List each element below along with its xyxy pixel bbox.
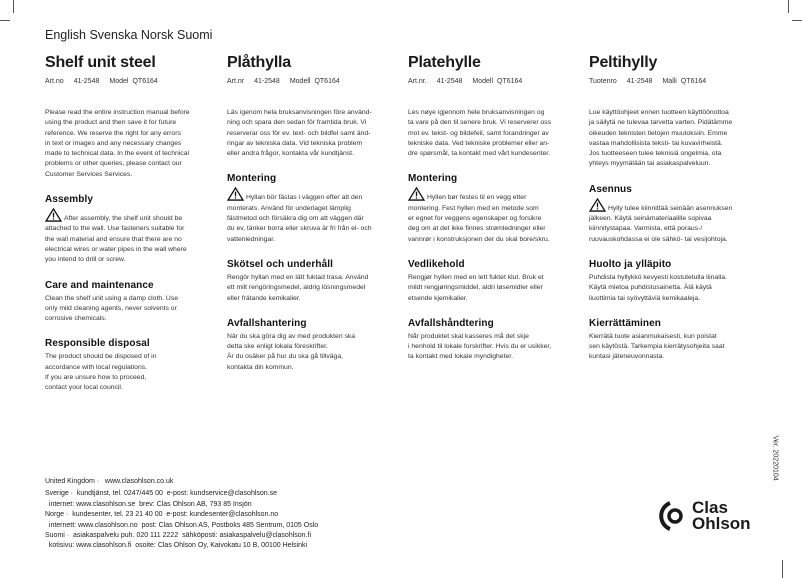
art-label: Art.no: [45, 78, 64, 85]
art-number: 41-2548: [254, 78, 280, 85]
section-text: [227, 273, 403, 304]
section: [45, 280, 221, 325]
intro-text: Les nøye igjennom hele bruksanvisningen og ta vare på den til senere bruk. Vi reserverer oss mot ev. tekst- og bildefeil, samt forandringer av tekniske data. Ved tekniske problemer eller an- dre spørsmål, ta kontakt med vårt kundesenter.: [408, 109, 552, 158]
section-body: Hyllan bör fästas i väggen efter att den monterats. Använd för underlaget lämplig fästmetod och försäkra dig om att väggen där du ev, tänker borra eller skruva är fri från el- och vattenledningar.: [227, 194, 372, 243]
section-heading: Asennus: [589, 183, 632, 195]
section-heading: Vedlikehold: [408, 258, 465, 270]
section-text: [408, 187, 584, 244]
section-text: [408, 273, 584, 304]
footer-line: Norge · kundesenter, tel. 23 21 40 00 e-post: kundesenter@clasohlson.no: [45, 511, 279, 519]
section-heading: Montering: [227, 173, 277, 185]
version-label: Ver. 20220104: [771, 435, 779, 481]
product-title: Peltihylly: [589, 54, 658, 71]
warning-icon: [227, 187, 244, 201]
section: [227, 318, 403, 373]
language-column: [227, 54, 403, 373]
footer-line: Suomi · asiakaspalvelu puh. 020 111 2222 sähköposti: asiakaspalvelu@clasohlson.fi: [45, 532, 312, 540]
section-body: Kierrätä tuote asianmukaisesti, kun poistat sen käytöstä. Tarkempia kierrätysohjeita saat kuntasi jäteneuvonnasta.: [589, 332, 725, 361]
intro-text: Lue käyttöohjeet ennen tuotteen käyttöönottoa ja säilytä ne tulevaa tarvetta varten. Pidätämme oikeuden teknisten tietojen muutoksiin. Emme vastaa mahdollisista teksti- tai kuvavirheistä. Jos tuotteeseen tulee teknisiä ongelmia, ota yhteys myymälään tai asiakaspalveluun.: [589, 109, 733, 168]
section: [227, 259, 403, 304]
footer-line: United Kingdom · www.clasohlson.co.uk: [45, 478, 174, 485]
footer-line: internett: www.clasohlson.no post: Clas Ohlson AS, Postboks 485 Sentrum, 0105 Oslo: [45, 521, 319, 529]
section-heading: Responsible disposal: [45, 338, 150, 350]
crop-mark: [788, 0, 789, 13]
art-label: Tuotenro: [589, 78, 617, 85]
section: [589, 318, 765, 363]
footer-line: Sverige · kundtjänst, tel. 0247/445 00 e-post: kundservice@clasohlson.se: [45, 490, 278, 498]
article-info: [45, 78, 221, 108]
section-heading: Assembly: [45, 194, 94, 206]
logo-line2: Ohlson: [692, 514, 751, 533]
section-text: [589, 198, 765, 245]
intro-text: Please read the entire instruction manual before using the product and then save it for future reference. We reserve the right for any errors in text or images and any necessary changes made to technical data. In the event of technical problems or other queries, please contact our Customer Services Services.: [45, 109, 190, 178]
section-text: [589, 273, 765, 304]
clas-ohlson-logo: [657, 500, 751, 532]
section: [408, 173, 584, 244]
section-text: [227, 187, 403, 244]
model-number: QT6164: [497, 78, 523, 85]
section-text: [45, 352, 221, 393]
product-title: Platehylle: [408, 54, 481, 71]
model-label: Modell: [472, 78, 494, 85]
footer-line: kotisivu: www.clasohlson.fi osoite: Clas Ohlson Oy, Kaivokatu 10 B, 00100 Helsinki: [45, 542, 308, 550]
article-info: [408, 78, 584, 108]
section-heading: Care and maintenance: [45, 279, 154, 291]
contact-footer: [45, 477, 318, 552]
section: [45, 338, 221, 393]
section-heading: Avfallshåndtering: [408, 317, 494, 329]
warning-icon: [45, 208, 62, 222]
model-label: Model: [109, 78, 129, 85]
section-body: Når produktet skal kasseres må det skje i henhold til lokale forskrifter. Hvis du er usikker, ta kontakt med lokale myndigheter.: [408, 332, 552, 361]
model-number: QT6164: [132, 78, 158, 85]
product-title: Plåthylla: [227, 54, 292, 71]
footer-line: internet: www.clasohlson.se brev: Clas Ohlson AB, 793 85 Insjön: [45, 500, 252, 508]
section-body: Rengjør hyllen med en lett fuktet klut. Bruk et mildt rengjøringsmiddel, aldri løsemidler eller etsende kjemikalier.: [408, 273, 544, 302]
section-text: [589, 332, 765, 363]
section-heading: Huolto ja ylläpito: [589, 258, 672, 270]
language-list: English Svenska Norsk Suomi: [45, 28, 213, 42]
language-column: [45, 54, 221, 394]
section-text: [227, 332, 403, 373]
section-body: Hyllen bør festes til en vegg etter montering. Fest hyllen med en metode som er egnet for veggens egenskaper og forsikre deg om at det ikke finnes strømledninger eller vannrør i konstruksjonen der du skal bore/skru.: [408, 194, 550, 243]
section-text: [408, 332, 584, 363]
section: [45, 194, 221, 265]
section-body: The product should be disposed of in accordance with local regulations. If you are unsure how to proceed, contact your local council.: [45, 353, 157, 392]
section: [408, 259, 584, 304]
section-body: Hylly tulee kiinnittää seinään asennuksen jälkeen. Käytä seinämateriaalille sopivaa kiinnitystapaa. Varmista, että poraus-/ ruuvauskohdassa ei ole sähkö- tai vesijohtoja.: [589, 204, 733, 243]
section-body: After assembly, the shelf unit should be attached to the wall. Use fasteners suitable for the wall material and ensure that there are no electrical wires or water pipes in the wall where you intend to drill or screw.: [45, 215, 187, 264]
logo-line1: Clas: [692, 498, 728, 517]
intro-text: Läs igenom hela bruksanvisningen före använd- ning och spara den sedan för framtida bruk. Vi reserverar oss för ev. text- och bildfel samt änd- ringar av tekniska data. Vid tekniska problem eller andra frågor, kontakta vår kundtjänst.: [227, 109, 372, 158]
section-heading: Montering: [408, 173, 458, 185]
art-label: Art.nr: [227, 78, 245, 85]
art-label: Art.nr.: [408, 78, 427, 85]
crop-mark: [0, 20, 10, 21]
section-body: Rengör hyllan med en lätt fuktad trasa. Använd ett milt rengöringsmedel, aldrig lösningsmedel eller frätande kemikalier.: [227, 273, 369, 302]
model-label: Modell: [289, 78, 311, 85]
logo-mark-icon: [657, 500, 687, 532]
article-info: [227, 78, 403, 108]
section-text: [45, 208, 221, 265]
art-number: 41-2548: [436, 78, 463, 85]
language-column: [589, 54, 765, 363]
crop-mark: [13, 0, 14, 13]
product-title: Shelf unit steel: [45, 54, 156, 71]
section-text: [45, 294, 221, 325]
language-column: [408, 54, 584, 363]
model-label: Malli: [662, 78, 677, 85]
crop-mark: [782, 560, 783, 578]
section: [408, 318, 584, 363]
section: [589, 259, 765, 304]
crop-mark: [792, 20, 802, 21]
warning-icon: [408, 187, 425, 201]
section-body: Clean the shelf unit using a damp cloth. Use only mild cleaning agents, never solvents or corrosive chemicals.: [45, 294, 178, 323]
art-number: 41-2548: [626, 78, 653, 85]
section-body: När du ska göra dig av med produkten ska detta ske enligt lokala föreskrifter. Är du osäker på hur du ska gå tillväga, kontakta din kommun.: [227, 332, 356, 371]
section-heading: Skötsel och underhåll: [227, 258, 334, 270]
section-heading: Avfallshantering: [227, 317, 307, 329]
warning-icon: [589, 198, 606, 212]
article-info: [589, 78, 765, 108]
art-number: 41-2548: [73, 78, 100, 85]
section: [589, 184, 765, 245]
model-number: QT6164: [314, 78, 340, 85]
model-number: QT6164: [680, 78, 707, 85]
section-heading: Kierrättäminen: [589, 317, 661, 329]
section: [227, 173, 403, 244]
section-body: Puhdista hyllykkö kevyesti kostutetulla liinalla. Käytä mietoa puhdistusainetta. Älä käytä liuottimia tai syövyttäviä kemikaaleja.: [589, 273, 727, 302]
